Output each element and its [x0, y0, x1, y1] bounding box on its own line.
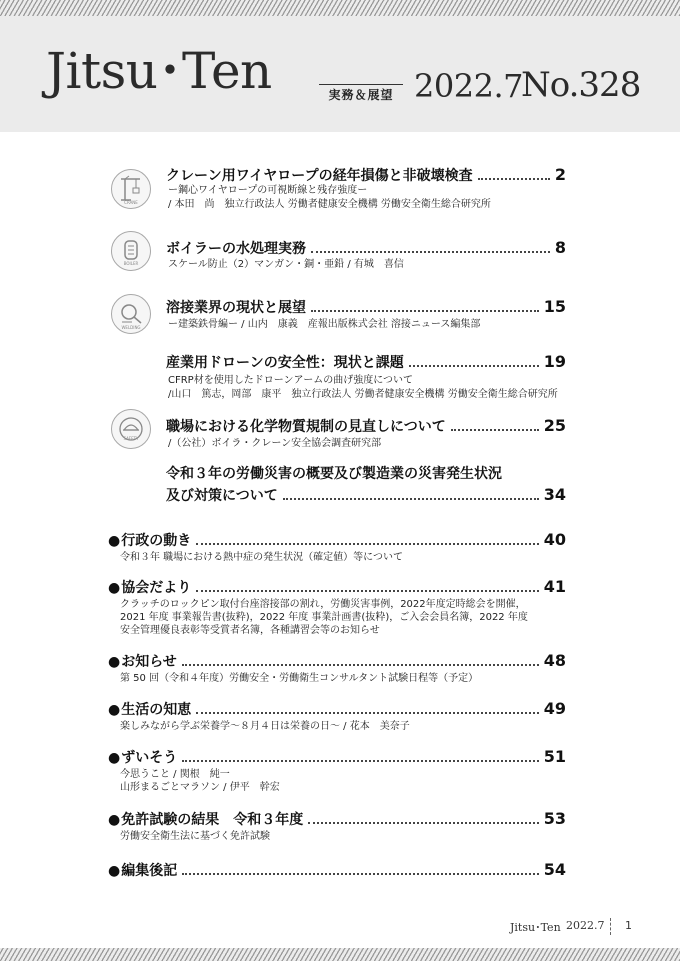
boiler-icon: BOILER: [111, 231, 151, 271]
article-title: 職場における化学物質規制の見直しについて: [166, 419, 446, 435]
bullet: ●: [108, 863, 121, 879]
page-number: 51: [543, 747, 566, 766]
page-number: 15: [543, 297, 566, 316]
article-subtitle: ー鋼心ワイヤロープの可視断線と残存強度ー: [168, 185, 368, 196]
bullet: ●: [108, 654, 121, 670]
toc-row-boiler[interactable]: [166, 238, 566, 258]
article-author: /山口 篤志，岡部 康平 独立行政法人 労働者健康安全機構 労働安全衛生総合研究所: [168, 389, 558, 400]
section-row-menkyo[interactable]: [108, 809, 566, 829]
page-number: 34: [543, 485, 566, 504]
dot-leader: [308, 822, 539, 824]
magazine-tagline: 実務＆展望: [319, 84, 403, 105]
dot-leader: [182, 664, 539, 666]
footer-divider: [610, 918, 611, 935]
dot-leader: [196, 543, 539, 545]
section-title: 生活の知恵: [121, 702, 192, 718]
article-author: /（公社）ボイラ・クレーン安全協会調査研究部: [168, 438, 382, 449]
toc-row-chemical[interactable]: [166, 416, 566, 436]
dot-leader: [196, 712, 539, 714]
dot-leader: [478, 178, 550, 180]
section-title: 協会だより: [121, 580, 192, 596]
page-number: 40: [543, 530, 566, 549]
safety-icon: SAFETY: [111, 409, 151, 449]
dot-leader: [311, 310, 539, 312]
section-line: 労働安全衛生法に基づく免許試験: [120, 831, 270, 842]
footer-page-number: 1: [625, 919, 632, 932]
page-number: 49: [543, 699, 566, 718]
section-row-zuiso[interactable]: [108, 747, 566, 767]
section-title: 行政の動き: [121, 533, 192, 549]
page-number: 53: [543, 809, 566, 828]
page-number: 54: [543, 860, 566, 879]
top-hatch-band: [0, 0, 680, 16]
footer-date: 2022.7: [566, 919, 605, 932]
section-line: 2021 年度 事業報告書(抜粋)，2022 年度 事業計画書(抜粋)，ご入会会員名簿，2022 年度: [120, 612, 528, 623]
page-number: 25: [543, 416, 566, 435]
section-row-kyokai[interactable]: [108, 577, 566, 597]
dot-leader: [451, 429, 539, 431]
issue-number: No.328: [521, 65, 641, 105]
section-row-seikatsu[interactable]: [108, 699, 566, 719]
welding-icon: WELDING: [111, 294, 151, 334]
section-line: 山形まるごとマラソン / 伊平 幹宏: [120, 782, 280, 793]
section-line: 安全管理優良表彰等受賞者名簿，各種講習会等のお知らせ: [120, 625, 380, 636]
section-line: クラッチのロックピン取付台座溶接部の割れ，労働災害事例，2022年度定時総会を開催，: [120, 599, 526, 610]
dot-leader: [409, 365, 539, 367]
bottom-hatch-band: [0, 948, 680, 961]
page-number: 8: [554, 238, 566, 257]
article-author: / 本田 尚 独立行政法人 労働者健康安全機構 労働安全衛生総合研究所: [168, 199, 491, 210]
section-line: 第 50 回（令和４年度）労働安全・労働衛生コンサルタント試験日程等（予定）: [120, 673, 479, 684]
toc-row-accidents[interactable]: [166, 485, 566, 505]
section-line: 今思うこと / 関根 純一: [120, 769, 230, 780]
article-title: 及び対策について: [166, 488, 278, 504]
page-number: 2: [554, 165, 566, 184]
article-title: ボイラーの水処理実務: [166, 241, 306, 257]
section-title: 免許試験の結果 令和３年度: [121, 812, 304, 828]
section-line: 令和３年 職場における熱中症の発生状況（確定値）等について: [120, 552, 403, 563]
toc-row-crane[interactable]: [166, 165, 566, 185]
bullet: ●: [108, 580, 121, 596]
dot-leader: [196, 590, 539, 592]
page-number: 41: [543, 577, 566, 596]
article-title: 溶接業界の現状と展望: [166, 300, 306, 316]
section-title: ずいそう: [121, 750, 178, 766]
magazine-title: Jitsu･Ten: [46, 42, 272, 100]
toc-row-welding[interactable]: [166, 297, 566, 317]
article-subtitle: CFRP材を使用したドローンアームの曲げ強度について: [168, 375, 414, 386]
section-row-oshirase[interactable]: [108, 651, 566, 671]
section-title: お知らせ: [121, 654, 177, 670]
article-title-line1: 令和３年の労働災害の概要及び製造業の災害発生状況: [166, 466, 502, 482]
article-subtitle: スケール防止（2）マンガン・銅・亜鉛 / 有城 喜信: [168, 259, 404, 270]
toc-row-drone[interactable]: [166, 352, 566, 372]
footer-magazine: Jitsu･Ten: [510, 921, 561, 934]
dot-leader: [311, 251, 550, 253]
dot-leader: [283, 498, 539, 500]
page-number: 48: [543, 651, 566, 670]
bullet: ●: [108, 533, 121, 549]
article-subtitle: ー建築鉄骨編ー / 山内 康義 産報出版株式会社 溶接ニュース編集部: [168, 319, 481, 330]
issue-date: 2022.7: [414, 67, 523, 105]
section-title: 編集後記: [121, 863, 178, 879]
bullet: ●: [108, 702, 121, 718]
section-line: 楽しみながら学ぶ栄養学～８月４日は栄養の日～ / 花本 美奈子: [120, 721, 410, 732]
page-number: 19: [543, 352, 566, 371]
article-title: クレーン用ワイヤロープの経年損傷と非破壊検査: [166, 168, 473, 184]
dot-leader: [182, 873, 539, 875]
crane-icon: CRANE: [111, 169, 151, 209]
bullet: ●: [108, 750, 121, 766]
article-title: 産業用ドローンの安全性：現状と課題: [166, 355, 404, 371]
bullet: ●: [108, 812, 121, 828]
section-row-henshu[interactable]: [108, 860, 566, 880]
dot-leader: [182, 760, 539, 762]
section-row-gyosei[interactable]: [108, 530, 566, 550]
